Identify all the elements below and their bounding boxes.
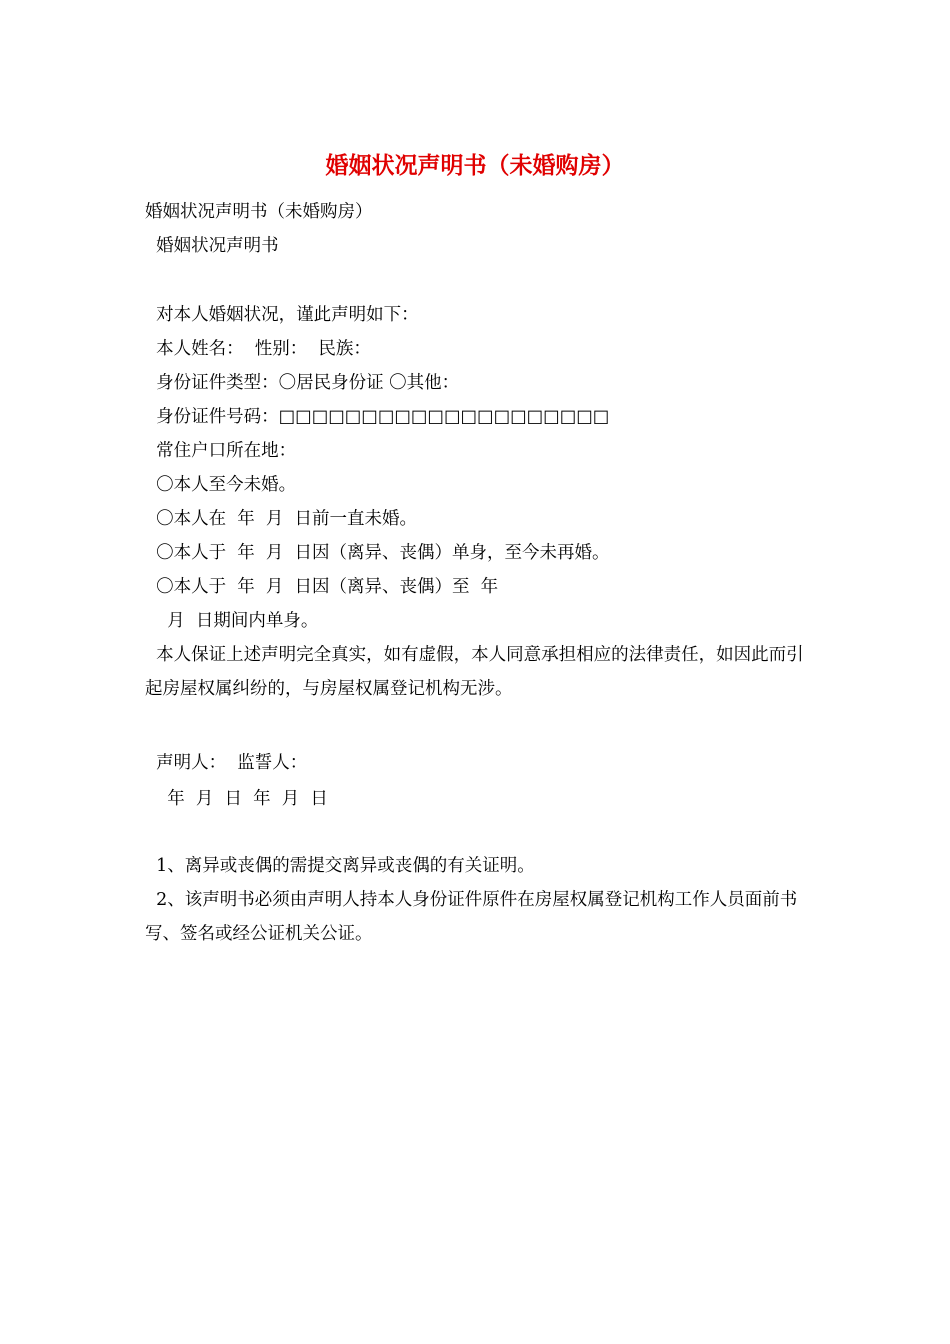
option-single-since-date: 〇本人于 年 月 日因（离异、丧偶）单身，至今未再婚。: [145, 543, 610, 563]
option-never-married: 〇本人至今未婚。: [145, 475, 297, 495]
declaration-heading: 婚姻状况声明书: [145, 236, 279, 256]
document-subtitle: 婚姻状况声明书（未婚购房）: [145, 202, 373, 222]
residence-line: 常住户口所在地：: [145, 441, 297, 461]
signature-dates-line: 年 月 日 年 月 日: [145, 789, 328, 809]
option-unmarried-before-date: 〇本人在 年 月 日前一直未婚。: [145, 509, 418, 529]
signers-line: 声明人： 监誓人：: [145, 753, 308, 773]
option-single-period-start: 〇本人于 年 月 日因（离异、丧偶）至 年: [145, 577, 499, 597]
note-item-2: 2、该声明书必须由声明人持本人身份证件原件在房屋权属登记机构工作人员面前书写、签名或经公证机关公证。: [145, 890, 798, 944]
name-gender-ethnicity-line: 本人姓名： 性别： 民族：: [145, 339, 371, 359]
id-number-line: 身份证件号码：□□□□□□□□□□□□□□□□□□□□: [145, 407, 610, 427]
note-item-1: 1、离异或丧偶的需提交离异或丧偶的有关证明。: [145, 856, 535, 876]
document-title: 婚姻状况声明书（未婚购房）: [325, 152, 625, 179]
option-single-period-end: 月 日期间内单身。: [145, 611, 319, 631]
guarantee-paragraph: 本人保证上述声明完全真实，如有虚假，本人同意承担相应的法律责任，如因此而引起房屋权属纠纷的，与房屋权属登记机构无涉。: [145, 645, 804, 699]
intro-line: 对本人婚姻状况，谨此声明如下：: [145, 305, 419, 325]
id-type-line: 身份证件类型：〇居民身份证 〇其他：: [145, 373, 460, 393]
